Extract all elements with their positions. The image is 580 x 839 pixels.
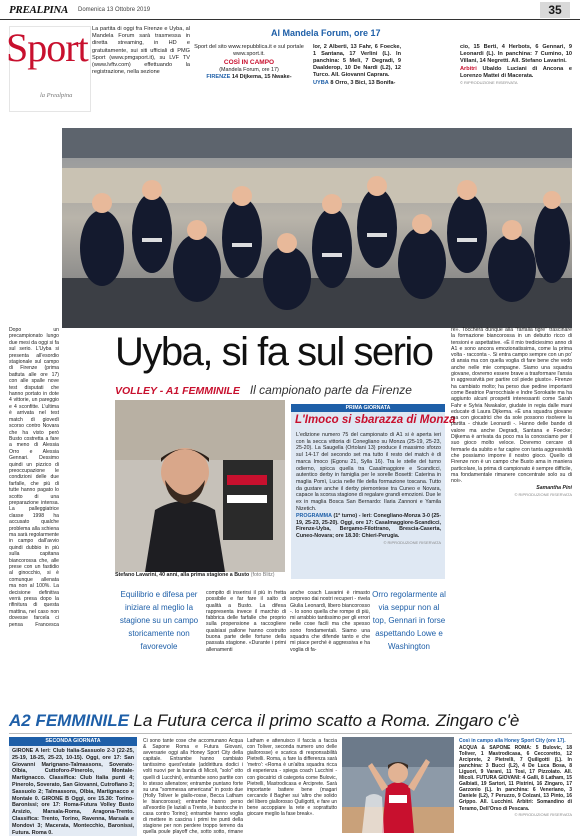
a2-player-photo xyxy=(342,737,454,833)
lineup-end xyxy=(460,44,572,112)
away-lineup: 8 Orro, 3 Bici, 13 Bonifa- xyxy=(330,79,396,86)
sidebar-body xyxy=(296,432,441,576)
portrait-credit: (foto Blitz) xyxy=(250,572,275,578)
a2-lineup-label: Così in campo alla Honey Sport City (ore 17). xyxy=(459,738,566,744)
article-body-left xyxy=(9,327,59,627)
article-body-right xyxy=(451,327,572,707)
lineup-venue: (Mandela Forum, ore 17) xyxy=(219,66,279,73)
lineup-away xyxy=(313,80,401,87)
portrait-caption xyxy=(115,572,275,578)
referees-label: Arbitri xyxy=(460,65,477,72)
streaming-sites: Sport del sito www.repubblica.it e sul portale www.sport.it. xyxy=(194,44,304,57)
team-photo-illustration xyxy=(62,128,572,328)
match-venue-title: Al Mandela Forum, ore 17 xyxy=(271,28,381,38)
away-lineup-cont: cio, 15 Berti, 4 Herbots, 6 Gennari, 9 Leonardi (L). In panchina: 7 Cumino, 10 Villani, 14 Negretti. All. Stefano Lavarini. xyxy=(460,44,572,64)
article-body-col-a xyxy=(206,590,286,702)
sidebar-text: L'edizione numero 75 del campionato di A1 si è aperta ieri con la secca vittoria di Conegliano su Monza (25-19, 25-23, 25-20). La Saugella (Ortolani 13) produce il massimo sforzo sul 14-17 del secondo set ma tutto il resto del match è di marca Imoco (Egonu 21, Sylla 16). Tra le stelle del turno odierno, spicca quella tra Casalmaggiore e Scandicci, autentico derby in famiglia per le sorelle Bosetti: Caterina in maglia Pomì, Lucia nelle file della formazione toscana. Tutto da gustare anche il derby piemontese tra Cuneo e Novara, capace la scorsa stagione di regalare grandi emozioni. Due le ex in maglia Bosca San Bernardo: Ilaria Zannoni e Yamila Nizetich. xyxy=(296,432,441,512)
issue-date: Domenica 13 Ottobre 2019 xyxy=(78,7,151,13)
streaming-info xyxy=(92,26,190,111)
home-lineup: 14 Dijkema, 15 Nwake- xyxy=(231,73,292,80)
a2-body-col-1 xyxy=(143,738,243,836)
programma-label: PROGRAMMA xyxy=(296,512,332,519)
away-team: UYBA xyxy=(313,79,329,86)
home-team: FIRENZE xyxy=(206,73,231,80)
coach-portrait xyxy=(115,400,285,572)
section-tagline: la Prealpina xyxy=(40,92,73,99)
sidebar-tag: PRIMA GIORNATA xyxy=(291,404,445,412)
a2-results-body xyxy=(12,748,134,834)
a2-body-col-3 xyxy=(459,738,572,836)
streaming-text: La partita di oggi fra Firenze e Uyba, al Mandela Forum sarà trasmessa in diretta streaming, in HD e gratuitamente, sui siti ufficiali di PMG Sport (www.pmgsport.it), su LVF TV (www.lvftv.com) effettuando la registrazione, nella sezione xyxy=(92,26,190,76)
page-number: 35 xyxy=(540,2,570,18)
article-signature: Samantha Pini xyxy=(536,484,572,491)
article-subhead xyxy=(115,381,412,399)
a2-divider xyxy=(9,733,572,734)
portrait-caption-text: Stefano Lavarini, 40 anni, alla prima stagione a Busto xyxy=(115,572,250,578)
sidebar-title: L'Imoco si sbarazza di Monza xyxy=(295,414,456,426)
programma-text: (1ª turno) - Ieri: Conegliano-Monza 3-0 (25-19, 25-23, 25-20). Oggi, ore 17: Casalmaggiore-Scandicci, Firenze-Uyba, Bergamo-Filottrano, Brescia-Caserta, Cuneo-Novara; ore 18.30: Chieri-Perugia. xyxy=(296,512,441,540)
article-credit: © RIPRODUZIONE RISERVATA xyxy=(514,491,572,497)
team-photo xyxy=(62,128,572,328)
referees xyxy=(460,66,572,80)
a2-player-illustration xyxy=(342,737,454,833)
article-kicker: VOLLEY - A1 FEMMINILE xyxy=(115,385,240,397)
article-subtitle: Il campionato parte da Firenze xyxy=(249,383,412,397)
sidebar-credit: © RIPRODUZIONE RISERVATA xyxy=(383,540,441,546)
a2-text-1: Ci sono tante cose che accomunano Acqua & Sapone Roma e Futura Giovani, avversarie oggi alla Honey Sport City della capitale. Entrambe hanno cambiato tantissimo quest'estate (addirittura dodici i volti nuovi per la banda di Micoli, "solo" otto quelli di Lucchini), entrambe sono partite con lo stesso allenatore; entrambe puntano forte su una "sommessa americana" in posto due (Holly Toliver le giallo-rosse, Becca Latham le biancorosse); entrambe hanno perso all'esordio (le laziali a Trento, le bustocche in casa contro Torino); entrambe hanno voglia di mettere in cascina i primi tre punti della stagione per non perdere troppo terreno da quella poule playoff che, sotto sotto, rimane xyxy=(143,738,243,836)
a2-title-text: La Futura cerca il primo scatto a Roma. Zingaro c'è xyxy=(133,711,520,730)
article-text-b: anche coach Lavarini è rimasto sorpreso dai nostri recuperi - rivela Giulia Leonardi, libero biancorosso -. Io sono quella che rompe di più, mi arrabbio tantissimo per gli errori nelle cose facili ma che spesso sono fondamentali. Siamo una squadra che difende tanto e che mi piace perché è aggressiva e ha voglia di fa- xyxy=(290,590,370,653)
article-text-right: re». Toccherà dunque alla "farfalla tigre" trascinare la formazione biancorossa in un debutto ricco di tensioni e aspettative. «È il mio trediciesimo anno di A1 e sono ancora emozionatissima, come la prima volta - racconta -. Si entra campo sempre con un po' di ansia ma con quella voglia di fare bene che vedo anche nelle mie compagne. Siamo una squadra giovane, dovremo essere brave a trasformare l'ansia in aggressività per partire col piede giusto». Firenze ha cambiato molto; ha perso due pedine importanti come Beatrice Parrocchiale e Indre Sorokaite ma ha aggiunto alcuni prospetti interessanti come Sarah Fahr e Sylvia Nwakalor, giudate in regia dalle mani educate di Laura Dijkema. «È una squadra giovane ma con giocatrici che da sole possono risolvere la partita - chiude Leonardi -. Hanno delle bande di valore ma anche Degradi, Santana e Foecke; Dijkema è arrivata da poco ma la conosciamo per il suo gioco molto veloce. Dovremo cercare di fermarle da subito e far capire con tanta aggressività che possiamo imporre il nostro gioco. Quello di Firenze non è un campo che Busto ama in maniera particolare, la prima di campionato è sempre difficile, ma fondamentale rimanere concentrate solo su di noi». xyxy=(451,327,572,485)
section-title: Sport xyxy=(6,25,88,70)
a2-kicker: A2 FEMMINILE xyxy=(9,711,129,730)
article-body-col-b xyxy=(290,590,370,702)
a2-headline xyxy=(9,711,519,731)
a2-body-col-2 xyxy=(247,738,337,836)
pull-quote-left: Equilibrio e difesa per iniziare al meglio la stagione su un campo storicamente non favorevole xyxy=(119,590,199,651)
a2-credit: © RIPRODUZIONE RISERVATA xyxy=(514,812,572,818)
home-lineup-cont: lor, 2 Alberti, 13 Fahr, 6 Foecke, 1 Santana, 17 Verlini (L). In panchina: 5 Meli, 7 Degradi, 9 Daalderop, 10 De Nardi (L2), 12 Turco. All. Giovanni Caprara. xyxy=(313,44,401,78)
copyright: © RIPRODUZIONE RISERVATA xyxy=(460,80,518,85)
article-headline: Uyba, si fa sul serio xyxy=(115,330,433,374)
lineup-home xyxy=(192,74,306,81)
a2-text-2: Latham e attenuisco il faccia a faccia con Toliver, seconda numero uno delle giallorosse) e scarica di responsabilità Pietrelli. Roma, a fare la differenza sarà 'metro': «Roma è un'altra squadra ricca di esperienza - spiega coach Lucchini - con giocatrici di categoria come Bulovic, Pietrelli, Mastrodicasa e Arciprete. Sarà importante battere bene (magari cercando il Bagher sui 'altro che solido del libero giallorosso Quiligotti, e fare un bene accoppiare la rete e soprattutto giocare meglio la fase break». xyxy=(247,738,337,818)
sidebar-programma xyxy=(296,513,441,540)
a2-results-tag: SECONDA GIORNATA xyxy=(9,737,137,746)
lineup-continued xyxy=(313,44,401,114)
match-info-box xyxy=(192,44,306,112)
a2-lineup: ACQUA & SAPONE ROMA: 5 Bulovic, 18 Toliver, 1 Mastrodicasa, 6 Ceccoretto, 12 Arciprete, 2 Pietrelli, 7 Quiligotti (L). In panchina: 3 Bucci (L2), 4 De Luca Bosa, 8 Liguori, 9 Varani, 11 Tosi, 17 Pizzolato. All. Micoli. FUTURA GIOVANI: 4 Galli, 8 Latham, 15 Galbiati, 19 Sartori, 11 Pistrini, 16 Zingaro, 17 Garzonio (L). In panchina: 6 Veneriano, 3 Daniele (L2), 7 Peruzzo, 9 Colzani, 13 Pinto, 16 Grippo. All. Lucchini. Arbitri: Somandino di Teramo, Dell'Orso di Pescara. xyxy=(459,744,572,812)
referees-names: Ubaldo Luciani di Ancona e Lorenzo Mattei di Macerata. xyxy=(460,65,572,79)
article-text-left: Dopo un precampionato lungo due mesi da oggi si fa sul serio. L'Uyba si presenta all'esordio stagionale sul campo di Firenze (prima battuta alle ore 17) con alle spalle nove test disputati che hanno portato in dote 4 vittorie, un pareggio e 4 sconfitte. L'ultima è arrivata nel test match di giovedì scorso contro Novara che ha visto però Busto costretta a fare a meno di Alessia Orro e Alessia Gennari. Dessimo quindi un pizzico di preoccupazione le condizioni delle due farfalle, che più di tutte hanno pagato lo scotto di una preparazione intensa. La palleggiatrice classe 1998 ha accusato qualche problema alla schiena ma sarà regolarmente in campo dall'avvio quindi dubbio in più sulla capitana biancorossa che, alle prese con un fastidio al ginocchio, si è comunque allenata ma non al 100%. La decisione definitiva verrà presa dopo la rifinitura di questa mattina, nel caso non dovesse farcela ci pensa Francesca xyxy=(9,327,59,627)
a2-results-text: GIRONE A Ieri: Club Italia-Sassuolo 2-3 (22-25, 25-19, 18-25, 25-23, 10-15). Oggi, ore 17: San Giovanni Marignano-Talmassons, Soverato-Olbia, Cuttoforo-Pinerolo, Montale-Martignacco. Classifica: Club Italia punti 4; Pinerolo, Soverato, San Giovanni, Cutrofiano 3; Sassuolo 2; Talmassons, Olbia, Martignacco e Montale 0. GIRONE B Oggi, ore 15.30: Torino-Baronissi; ore 17: Roma-Futura Volley Busto Arsizio, Marsala-Roma, Aragona-Trento. Classifica: Trento, Torino, Ravenna, Marsala e Mondovì 3; Macerata, Montecchio, Baronissi, Futura, Roma 0. xyxy=(12,748,134,834)
article-text-a: compito di inserirsi il più in fretta possibile e far fare il salto di qualità a Busto. La difesa rappresenta invece il marchio di fabbrica delle farfalle che proprio sulla propensione a raccogliere qualsiasi pallone hanno costruito buona parte delle fortune della passata stagione. «Durante i primi allenamenti xyxy=(206,590,286,653)
newspaper-logo: PREALPINA xyxy=(9,4,69,16)
lineup-label: COSÌ IN CAMPO xyxy=(223,59,275,66)
coach-portrait-illustration xyxy=(115,400,285,572)
pull-quote-right: Orro regolarmente al via seppur non al top, Gennari in forse aspettando Lowe e Washington xyxy=(372,590,446,651)
